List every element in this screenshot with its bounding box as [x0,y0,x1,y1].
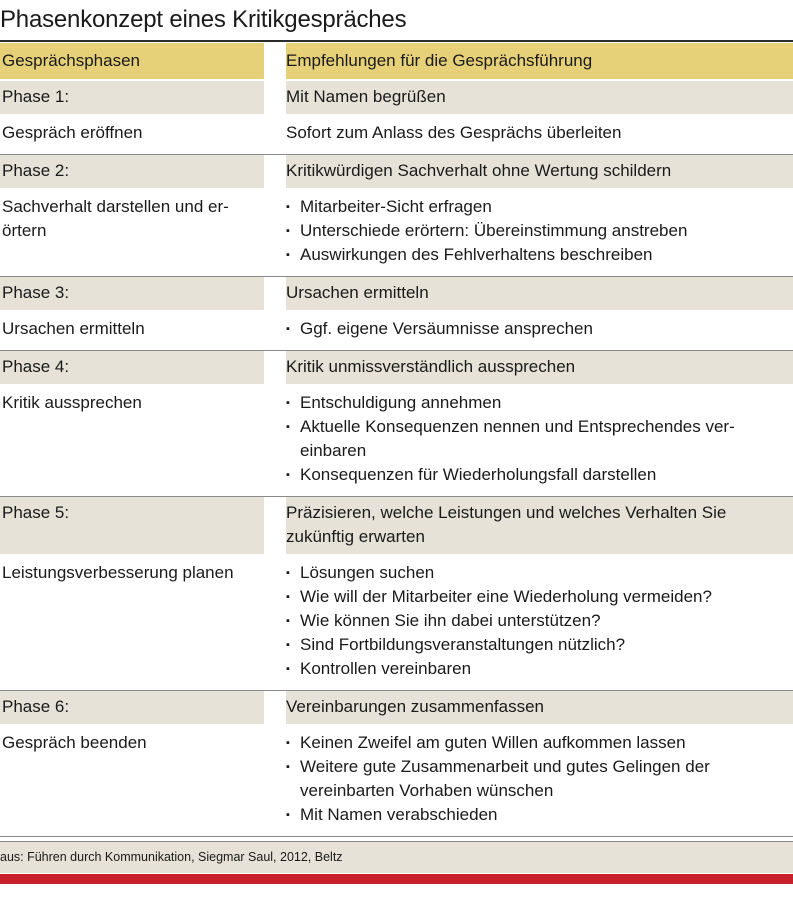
bottom-accent-bar [0,874,793,884]
column-gap [264,189,286,277]
column-gap [264,155,286,190]
source-citation: aus: Führen durch Kommunikation, Siegmar Saul, 2012, Beltz [0,850,343,864]
phase-name [0,555,264,691]
phase-name-line: Ursachen ermitteln [2,319,145,338]
phase-summary [286,155,793,190]
recommendation-item: ▪ Weitere gute Zusammenarbeit und gutes Gelingen der vereinbarten Vorhaben wünschen [286,755,789,803]
phase-row [0,277,793,312]
phase-name-line: Gespräch eröffnen [2,123,143,142]
phase-recommendations [286,189,793,277]
recommendation-item: ▪ Wie will der Mitarbeiter eine Wiederholung vermeiden? [286,585,789,609]
phase-name-line: örtern [2,221,47,240]
recommendation-list [286,195,789,267]
recommendation-item: ▪ Mitarbeiter-Sicht erfragen [286,195,789,219]
phase-row [0,155,793,190]
phase-summary-line: Ursachen ermitteln [286,283,429,302]
recommendation-item: ▪ Mit Namen verabschieden [286,803,789,827]
recommendation-item: ▪ Kontrollen vereinbaren [286,657,789,681]
phase-name-line: Sachverhalt darstellen und er- [2,197,229,216]
recommendation-item: ▪ Wie können Sie ihn dabei unterstützen? [286,609,789,633]
phase-label: Phase 4: [0,351,264,386]
phase-summary-line: Kritikwürdigen Sachverhalt ohne Wertung schildern [286,161,672,180]
phase-name [0,725,264,837]
phase-summary-line: Vereinbarungen zusammenfassen [286,697,544,716]
column-gap [264,725,286,837]
phase-detail-row [0,385,793,497]
header-recommendations: Empfehlungen für die Gesprächsführung [286,43,793,80]
recommendation-text: Sofort zum Anlass des Gesprächs überleiten [286,123,622,142]
phase-name-line: Gespräch beenden [2,733,147,752]
recommendation-list [286,561,789,681]
phase-recommendations [286,115,793,155]
phase-summary-line: Präzisieren, welche Leistungen und welches Verhalten Sie [286,503,727,522]
phase-detail-row [0,189,793,277]
phase-detail-row [0,555,793,691]
column-gap [264,115,286,155]
recommendation-item: ▪ Lösungen suchen [286,561,789,585]
phase-recommendations [286,725,793,837]
phase-row [0,80,793,115]
phase-label: Phase 3: [0,277,264,312]
column-gap [264,43,286,80]
column-gap [264,555,286,691]
recommendation-item: ▪ Sind Fortbildungsveranstaltungen nützlich? [286,633,789,657]
phase-summary-line: Kritik unmissverständlich aussprechen [286,357,576,376]
column-gap [264,691,286,726]
phase-row [0,351,793,386]
phase-recommendations [286,385,793,497]
phase-label: Phase 1: [0,80,264,115]
recommendation-item: ▪ Unterschiede erörtern: Übereinstimmung anstreben [286,219,789,243]
recommendation-item: ▪ Keinen Zweifel am guten Willen aufkommen lassen [286,731,789,755]
phase-summary [286,351,793,386]
phase-name-line: Leistungsverbesserung planen [2,563,234,582]
phase-label: Phase 6: [0,691,264,726]
title-rule [0,40,793,42]
recommendation-list [286,391,789,487]
phase-label: Phase 5: [0,497,264,556]
recommendation-item: ▪ Entschuldigung annehmen [286,391,789,415]
recommendation-item: ▪ Konsequenzen für Wiederholungsfall darstellen [286,463,789,487]
phase-table [0,43,793,837]
phase-name [0,189,264,277]
column-gap [264,351,286,386]
phase-summary-line: Mit Namen begrüßen [286,87,446,106]
column-gap [264,497,286,556]
phase-row [0,691,793,726]
recommendation-item: ▪ Auswirkungen des Fehlverhaltens beschreiben [286,243,789,267]
phase-table-body [0,80,793,837]
phase-detail-row [0,115,793,155]
phase-name [0,311,264,351]
phase-row [0,497,793,556]
phase-detail-row [0,311,793,351]
phase-summary [286,497,793,556]
phase-summary [286,80,793,115]
phase-name [0,115,264,155]
column-gap [264,277,286,312]
header-phases: Gesprächsphasen [0,43,264,80]
phase-summary-line: zukünftig erwarten [286,527,425,546]
phase-recommendations [286,555,793,691]
column-gap [264,311,286,351]
phase-summary [286,691,793,726]
phase-recommendations [286,311,793,351]
phase-name [0,385,264,497]
recommendation-list [286,731,789,827]
recommendation-item: ▪ Ggf. eigene Versäumnisse ansprechen [286,317,789,341]
column-gap [264,80,286,115]
column-gap [264,385,286,497]
phase-detail-row [0,725,793,837]
table-header-row [0,43,793,80]
phase-summary [286,277,793,312]
page-title: Phasenkonzept eines Kritikgespräches [0,6,407,33]
phase-name-line: Kritik aussprechen [2,393,142,412]
recommendation-item: ▪ Aktuelle Konsequenzen nennen und Entsprechendes ver- einbaren [286,415,789,463]
phase-label: Phase 2: [0,155,264,190]
recommendation-list [286,317,789,341]
